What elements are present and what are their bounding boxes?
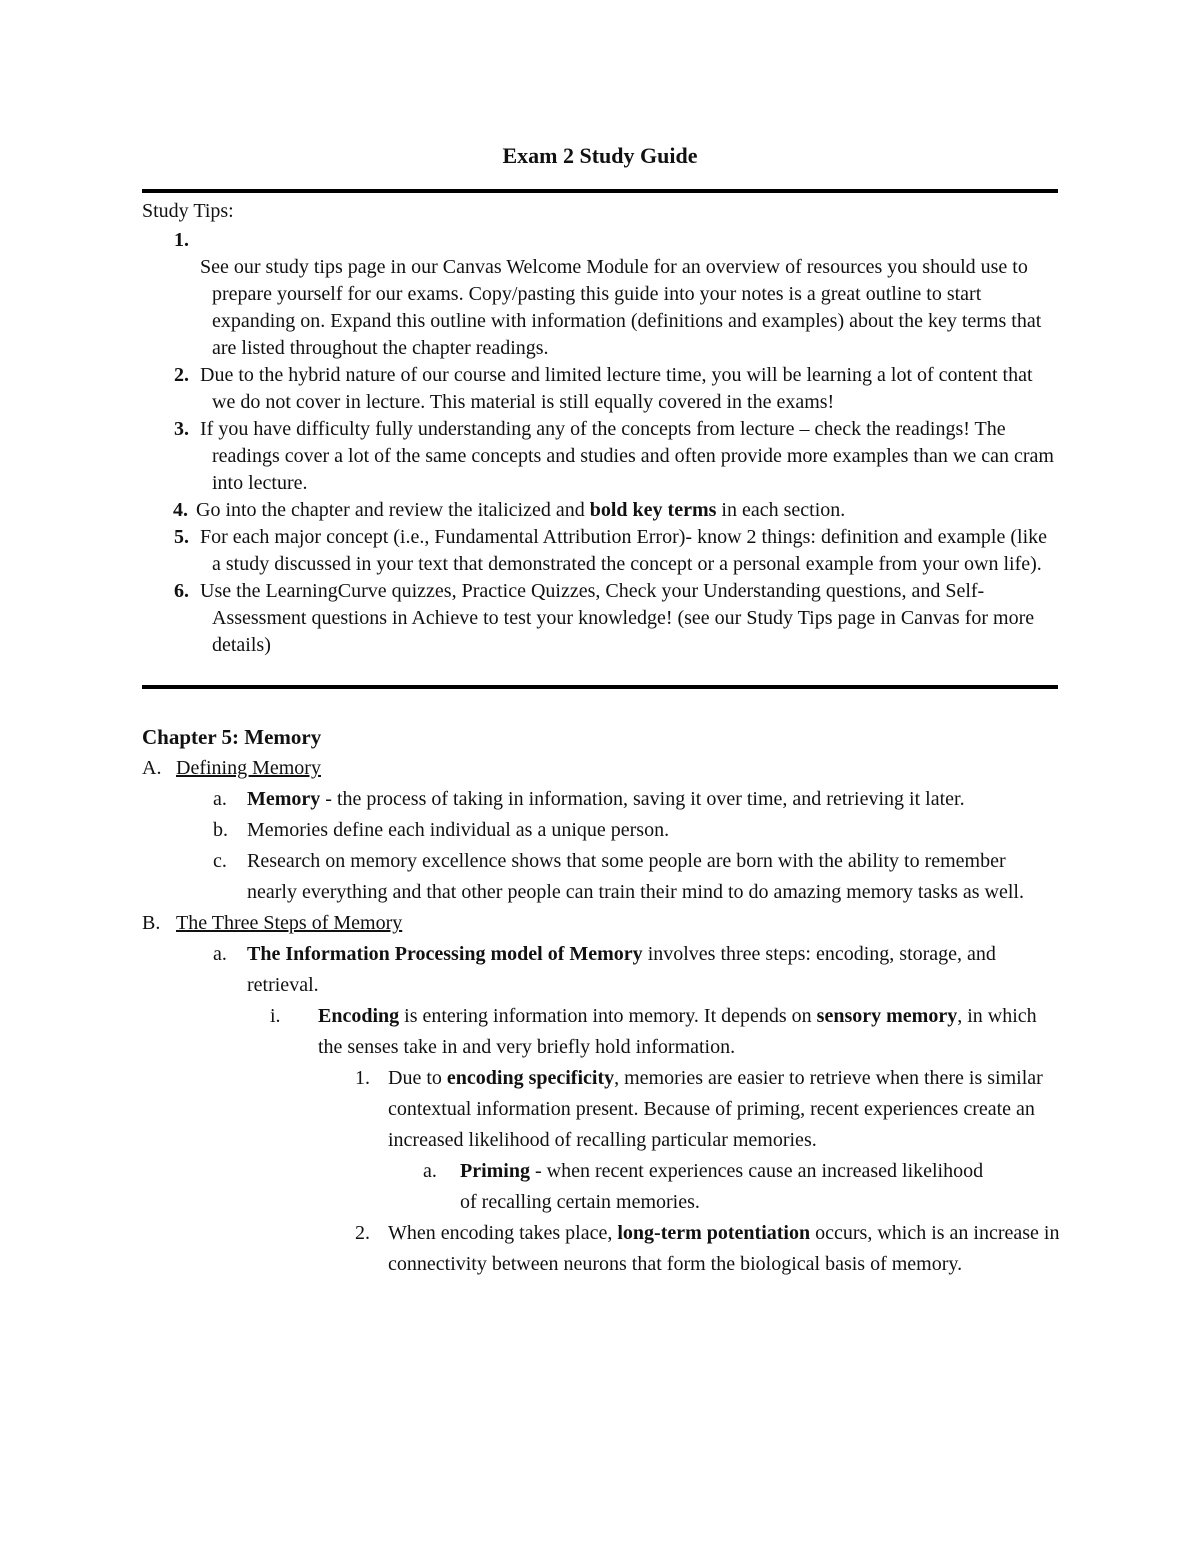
key-term: encoding specificity [446,1067,615,1089]
key-term: Encoding [318,1005,400,1027]
key-term: sensory memory [816,1005,958,1027]
section-a [0,753,1200,784]
study-tip-1 [0,227,1200,362]
study-tips-list [0,227,1200,659]
section-marker: A. [142,757,162,779]
item-text: Due to [388,1067,447,1089]
study-tip-6 [0,578,1200,659]
item-text: is entering information into memory. It depends on [399,1005,817,1027]
item-marker: a. [213,943,227,965]
section-heading: Defining Memory [176,757,321,779]
bottom-divider [142,685,1058,689]
study-tip-5 [0,524,1200,578]
item-marker: i. [270,1005,281,1027]
study-tip-3 [0,416,1200,497]
chapter-heading: Chapter 5: Memory [142,725,322,749]
item-marker: 1. [355,1067,370,1089]
tip-text [196,497,1060,524]
outline-item [0,815,1200,846]
outline-item [0,1218,1200,1280]
tip-number: 4. [173,499,188,521]
section-marker: B. [142,912,161,934]
study-tip-2 [0,362,1200,416]
outline-item [0,1063,1200,1156]
tip-text: For each major concept (i.e., Fundamental Attribution Error)- know 2 things: definition and example (like a study discussed in your text that demonstrated the concept or a personal example from your own life). [200,526,1048,575]
section-heading: The Three Steps of Memory [176,912,403,934]
item-text: involves three steps: encoding, storage, and retrieval. [247,943,996,996]
item-text: - the process of taking in information, saving it over time, and retrieving it later. [320,788,965,810]
tip-text: Use the LearningCurve quizzes, Practice Quizzes, Check your Understanding questions, and Self-Assessment questions in Achieve to test your knowledge! (see our Study Tips page in Canvas for more details) [200,580,1035,656]
item-text: occurs, which is an increase in connectivity between neurons that form the biological basis of memory. [388,1222,1060,1275]
chapter-outline [0,753,1200,1280]
item-marker: c. [213,850,227,872]
tip-text: Due to the hybrid nature of our course and limited lecture time, you will be learning a lot of content that we do not cover in lecture. This material is still equally covered in the exams! [200,364,1033,413]
top-divider [142,189,1058,193]
tip-text: See our study tips page in our Canvas Welcome Module for an overview of resources you should use to prepare yourself for our exams. Copy/pasting this guide into your notes is a great outline to start expanding on. Expand this outline with information (definitions and examples) about the key terms that are listed throughout the chapter readings. [200,256,1042,359]
outline-item [0,1156,1200,1218]
page-title: Exam 2 Study Guide [502,143,698,168]
tip-number: 3. [174,418,189,440]
key-term: Memory [247,788,321,810]
item-text: , memories are easier to retrieve when there is similar contextual information present. Because of priming, recent experiences create an increased likelihood of recalling particular memories. [388,1067,1043,1151]
key-term: The Information Processing model of Memory [247,943,643,965]
item-text: , in which the senses take in and very briefly hold information. [318,1005,1037,1058]
outline-item [0,846,1200,908]
item-marker: 2. [355,1222,370,1244]
study-tips-label: Study Tips: [142,200,234,222]
item-text: When encoding takes place, [388,1222,618,1244]
tip-number: 5. [174,526,189,548]
tip-key-terms: bold key terms [589,499,717,521]
item-marker: a. [213,788,227,810]
tip-text: If you have difficulty fully understanding any of the concepts from lecture – check the readings! The readings cover a lot of the same concepts and studies and often provide more examples than we can cram into lecture. [200,418,1054,494]
outline-item [0,939,1200,1001]
outline-item [0,784,1200,815]
tip-text-part: in each section. [716,499,846,521]
section-b [0,908,1200,939]
item-text: - when recent experiences cause an increased likelihood of recalling certain memories. [460,1160,984,1213]
item-marker: b. [213,819,228,841]
tip-text-part: Go into the chapter and review the italicized and [196,499,590,521]
key-term: long-term potentiation [617,1222,811,1244]
tip-number: 6. [174,580,189,602]
item-marker: a. [423,1160,437,1182]
study-tip-4 [0,497,1200,524]
outline-item [0,1001,1200,1063]
tip-number: 1. [174,229,189,251]
item-text: Memories define each individual as a unique person. [247,819,670,841]
key-term: Priming [460,1160,530,1182]
tip-number: 2. [174,364,189,386]
item-text: Research on memory excellence shows that some people are born with the ability to remember nearly everything and that other people can train their mind to do amazing memory tasks as well. [247,850,1024,903]
